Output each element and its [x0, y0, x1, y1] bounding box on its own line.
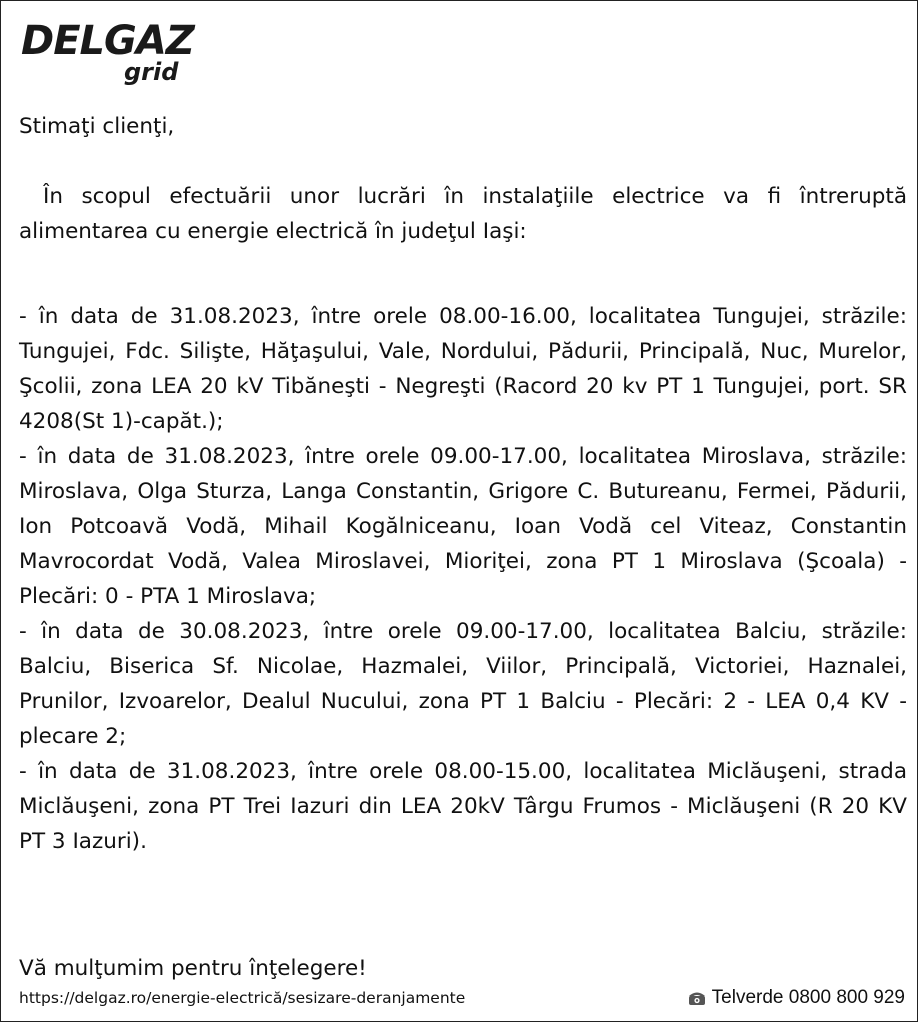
delgaz-logo: [21, 18, 201, 91]
outage-item: - în data de 30.08.2023, între orele 09.00-17.00, localitatea Balciu, străzile: Balciu, Biserica Sf. Nicolae, Hazmalei, Viilor, Principală, Victoriei, Haznalei, Prunilor, Izvoarelor, Dealul Nucului, zona PT 1 Balciu - Plecări: 2 - LEA 0,4 KV - plecare 2;: [19, 619, 907, 749]
logo-wordmark: DELGAZ: [21, 18, 194, 64]
report-outage-link[interactable]: https://delgaz.ro/energie-electrică/sesizare-deranjamente: [19, 989, 466, 1007]
telephone-icon: [688, 990, 706, 1006]
logo-subtitle: grid: [124, 58, 179, 86]
intro-paragraph: În scopul efectuării unor lucrări în instalaţiile electrice va fi întreruptă alimentarea cu energie electrică în judeţul Iaşi:: [19, 184, 907, 244]
thanks-text: Vă mulţumim pentru înţelegere!: [19, 956, 367, 981]
outage-item: - în data de 31.08.2023, între orele 09.00-17.00, localitatea Miroslava, străzile: Miroslava, Olga Sturza, Langa Constantin, Grigore C. Butureanu, Fermei, Pădurii, Ion Potcoavă Vodă, Mihail Kogălniceanu, Ioan Vodă cel Viteaz, Constantin Mavrocordat Vodă, Valea Miroslavei, Mioriţei, zona PT 1 Miroslava (Şcoala) - Plecări: 0 - PTA 1 Miroslava;: [19, 444, 907, 609]
outage-item: - în data de 31.08.2023, între orele 08.00-16.00, localitatea Tungujei, străzile: Tungujei, Fdc. Silişte, Hăţaşului, Vale, Nordului, Pădurii, Principală, Nuc, Murelor, Şcolii, zona LEA 20 kV Tibăneşti - Negreşti (Racord 20 kv PT 1 Tungujei, port. SR 4208(St 1)-capăt.);: [19, 304, 907, 434]
outage-item: - în data de 31.08.2023, între orele 08.00-15.00, localitatea Miclăuşeni, strada Miclăuşeni, zona PT Trei Iazuri din LEA 20kV Târgu Frumos - Miclăuşeni (R 20 KV PT 3 Iazuri).: [19, 759, 907, 854]
phone-contact: [688, 987, 905, 1009]
phone-number: Telverde 0800 800 929: [711, 987, 905, 1008]
outage-list: [19, 299, 907, 859]
greeting: Stimaţi clienţi,: [19, 114, 175, 139]
